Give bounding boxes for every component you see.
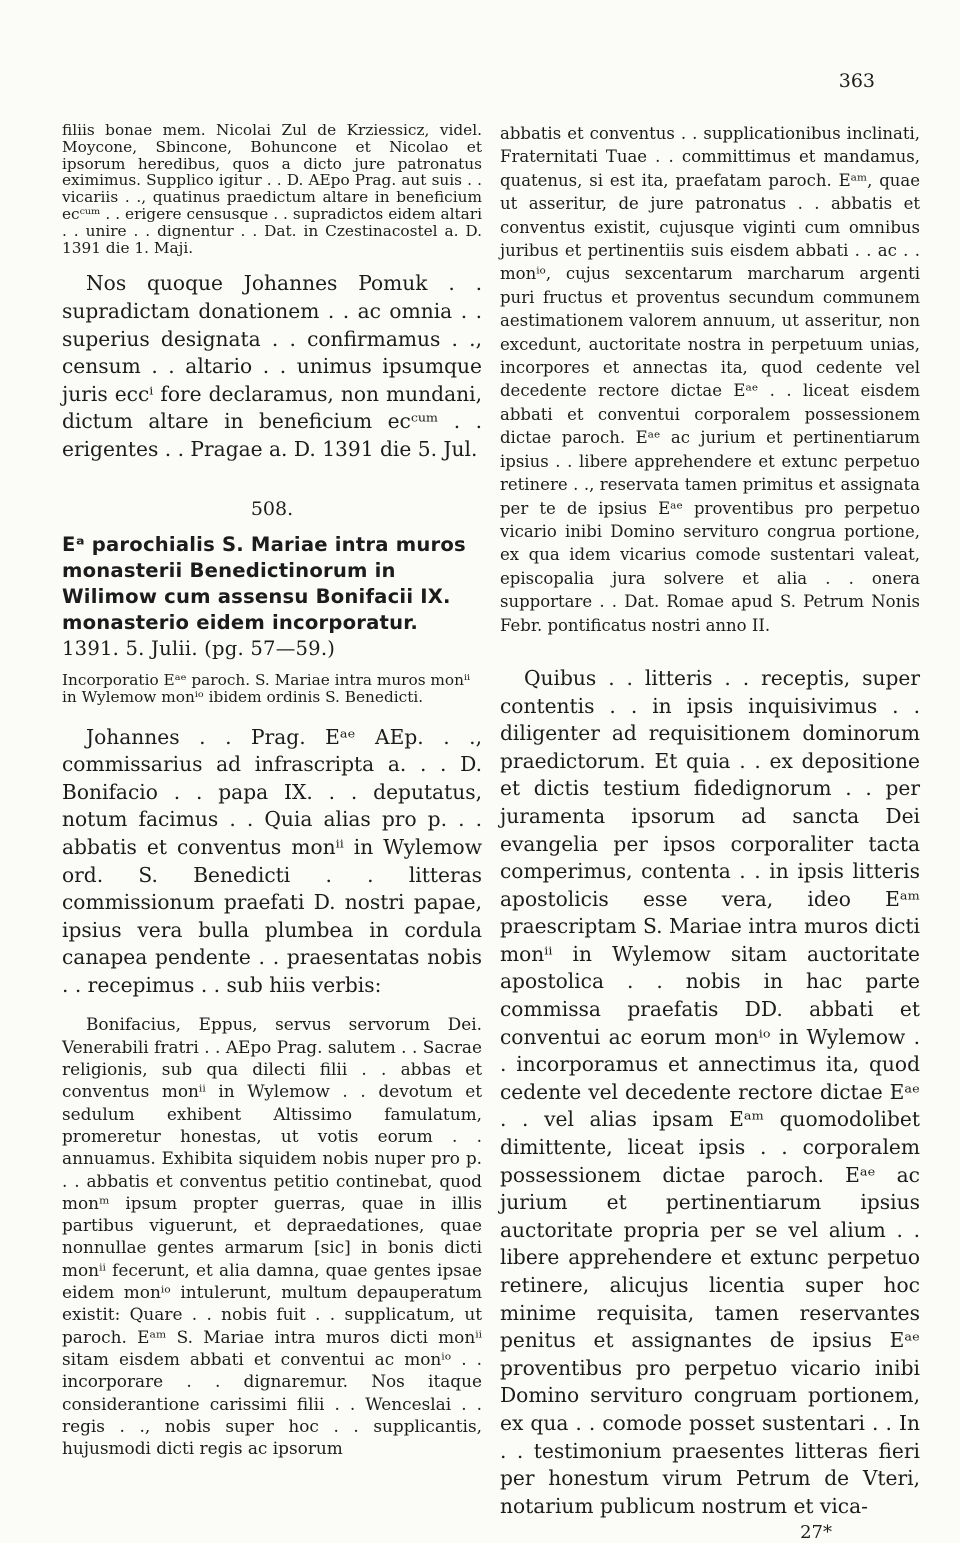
previous-document-end: filiis bonae mem. Nicolai Zul de Krziessicz, videl. Moycone, Sbincone, Bohuncone et Nicolao et ipsorum heredibus, quos a dicto jure patronatus eximimus. Supplico igitur . . D. AEpo Prag. aut suis . . vicariis . ., quatinus praedictum altare in beneficium ecᶜᵘᵐ . . erigere censusque . . supradictos eidem altari . . unire . . dignentur . . Dat. in Czestinacostel a. D. 1391 die 1. Maji.: [62, 121, 482, 257]
document-heading: [62, 532, 482, 662]
letter-continuation: abbatis et conventus . . supplicationibus inclinati, Fraternitati Tuae . . committimus et mandamus, quatenus, si est ita, praefatam paroch. Eᵃᵐ, quae ut asseritur, de jure patronatus . . abbatis et conventus existit, cujusque viginti cum omnibus juribus et pertinentiis suis eisdem abbati . . ac . . monⁱᵒ, cujus sexcentarum marcharum argenti puri fructus et proventus secundum communem aestimationem valorem annuum, ut asseritur, non excedunt, auctoritate nostra in perpetuum unias, incorpores et annectas ita, quod cedente vel decedente rectore dictae Eᵃᵉ . . liceat eisdem abbati et conventui corporalem possessionem dictae paroch. Eᵃᵉ ac jurium et pertinentiarum ipsius . . libere apprehendere et extunc perpetuo retinere . ., reservata tamen primitus et assignata per te de ipsius Eᵃᵉ proventibus pro perpetuo vicario inibi Domino servituro congrua portione, ex qua idem vicarius comode sustentari valeat, episcopalia jura solvere et alia . . onera supportare . . Dat. Romae apud S. Petrum Nonis Febr. pontificatus nostri anno II.: [500, 124, 920, 635]
page-number: 363: [838, 70, 875, 92]
confirmation-paragraph: Nos quoque Johannes Pomuk . . supradictam donationem . . ac omnia . . superius designata . . confirmamus . ., censum . . altario . . unimus ipsumque juris eccⁱ fore declaramus, non mundani, dictum altare in beneficium ecᶜᵘᵐ . . erigentes . . Pragae a. D. 1391 die 5. Jul.: [62, 271, 482, 461]
document-heading-date: 1391. 5. Julii. (pg. 57—59.): [62, 636, 336, 660]
johannes-paragraph: Johannes . . Prag. Eᵃᵉ AEp. . ., commissarius ad infrascripta a. . . D. Bonifacio . . papa IX. . . deputatus, notum facimus . . Quia alias pro p. . . abbatis et conventus monⁱⁱ in Wylemow ord. S. Benedicti . . litteras commissionum praefati D. nostri papae, ipsius vera bulla plumbea in cordula canapea pendente . . praesentatas nobis . . recepimus . . sub hiis verbis:: [62, 724, 482, 997]
left-column: [62, 122, 482, 1459]
signature-mark: 27*: [800, 1522, 832, 1543]
document-number: 508.: [250, 497, 294, 520]
document-heading-title: Eᵃ parochialis S. Mariae intra muros monasterii Benedictinorum in Wilimow cum assensu Bonifacii IX. monasterio eidem incorporatur.: [62, 532, 466, 634]
quibus-paragraph: Quibus . . litteris . . receptis, super contentis . . in ipsis inquisivimus . . diligenter ad requisitionem dominorum praedictorum. Et quia . . ex depositione et dictis testium fidedignorum . . per juramenta ipsorum ad sancta Dei evangelia per ipsos corporaliter tacta comperimus, contenta . . in ipsis litteris apostolicis esse vera, ideo Eᵃᵐ praescriptam S. Mariae intra muros dicti monⁱⁱ in Wylemow sitam auctoritate apostolica . . nobis in hac parte commissa praefatis DD. abbati et conventui ac eorum monⁱᵒ in Wylemow . . incorporamus et annectimus ita, quod cedente vel decedente rectore dictae Eᵃᵉ . . vel alias ipsam Eᵃᵐ quomodolibet dimittente, liceat ipsis . . corporalem possessionem dictae paroch. Eᵃᵉ ac jurium et pertinentiarum ipsius auctoritate propria per se vel alium . . libere apprehendere et extunc perpetuo retinere, alicujus licentia super hoc minime requisita, tamen reservantes penitus et assignantes de ipsius Eᵃᵉ proventibus pro perpetuo vicario inibi Domino servituro congruam portionem, ex qua . . comode posset sustentari . . In . . testimonium praesentes litteras fieri per honestum virum Petrum de Vteri, notarium publicum nostrum et vica-: [500, 665, 920, 1518]
right-column: [500, 122, 920, 1543]
document-subheading: Incorporatio Eᵃᵉ paroch. S. Mariae intra muros monⁱⁱ in Wylemow monⁱᵒ ibidem ordinis S. Benedicti.: [62, 670, 471, 706]
bonifacius-letter: Bonifacius, Eppus, servus servorum Dei. Venerabili fratri . . AEpo Prag. salutem . . Sacrae religionis, sub qua dilecti filii . . abbas et conventus monⁱⁱ in Wylemow . . devotum et sedulum exhibent Altissimo famulatum, promeretur honestas, ut votis eorum . . annuamus. Exhibita siquidem nobis nuper pro p. . . abbatis et conventus petitio continebat, quod monᵐ ipsum propter guerras, quae in illis partibus viguerunt, et depraedationes, quae nonnullae gentes armarum [sic] in bonis dicti monⁱⁱ fecerunt, et alia damna, quae gentes ipsae eidem monⁱᵒ intulerunt, multum depauperatum existit: Quare . . nobis fuit . . supplicatum, ut paroch. Eᵃᵐ S. Mariae intra muros dicti monⁱⁱ sitam eisdem abbati et conventui ac monⁱᵒ . . incorporare . . dignaremur. Nos itaque considerantione carissimi filii . . Wenceslai . . regis . ., nobis super hoc . . supplicantis, hujusmodi dicti regis ac ipsorum: [62, 1014, 482, 1459]
